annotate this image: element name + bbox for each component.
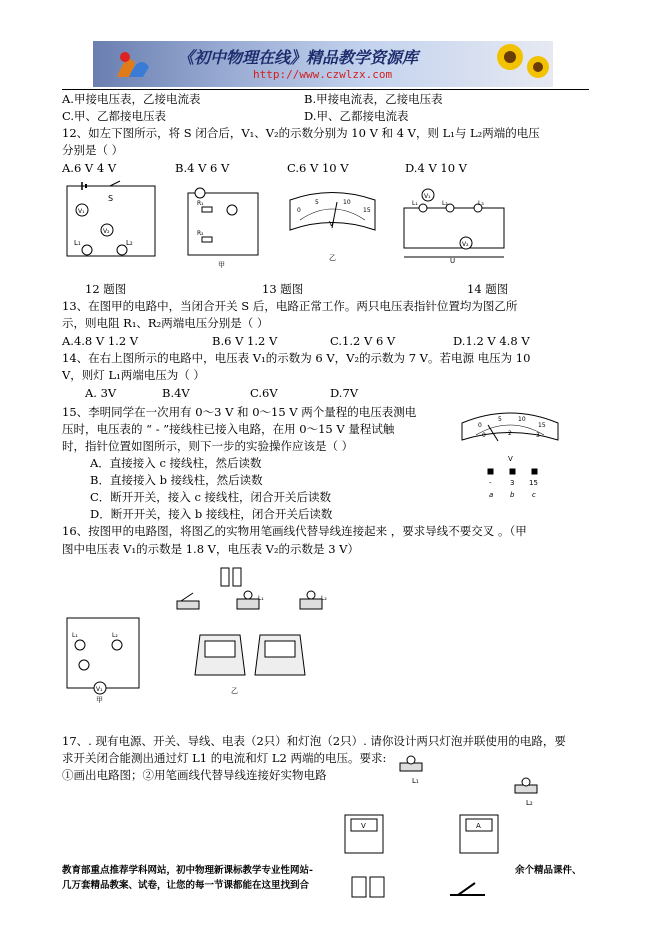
- q16-stem-2: 图中电压表 V₁的示数是 1.8 V，电压表 V₂的示数是 3 V）: [62, 542, 359, 556]
- r2-label: R₂: [197, 230, 204, 237]
- q11-option-b: B.甲接电流表，乙接电压表: [304, 92, 443, 106]
- jia-label-16: 甲: [96, 696, 103, 704]
- l1-label-16yi: L₁: [258, 595, 264, 602]
- q15-option-c: C．断开开关，接入 c 接线柱，闭合开关后读数: [90, 490, 332, 504]
- q14-option-d: D.7V: [330, 386, 359, 400]
- l2-label-16yi: L₂: [321, 595, 327, 602]
- header-banner: [93, 41, 553, 87]
- voltmeter-15-diagram: [458, 405, 563, 505]
- ammeter-a-label-17: A: [476, 822, 481, 830]
- l1-label-16: L₁: [72, 632, 78, 639]
- voltmeter-v-label-17: V: [361, 822, 366, 830]
- terminal-3: 3: [510, 479, 515, 487]
- svg-text:5: 5: [498, 416, 502, 423]
- l1-label-14: L₁: [412, 200, 418, 207]
- l2-label-14: L₂: [442, 200, 448, 207]
- q15-stem-2: 压时，电压表的 “ - ”接线柱已接入电路，在用 0～15 V 量程试触: [62, 422, 395, 436]
- terminal-15: 15: [529, 479, 538, 487]
- q12-option-c: C.6 V 10 V: [287, 161, 349, 175]
- q11-option-c: C.甲、乙都接电压表: [62, 109, 167, 123]
- jia-label-13: 甲: [218, 261, 225, 269]
- v1-label-14: V₁: [424, 193, 431, 200]
- l2-label-16: L₂: [112, 632, 118, 639]
- header-rule: [62, 89, 589, 90]
- q16-stem-1: 16、按图甲的电路图，将图乙的实物用笔画线代替导线连接起来 ，要求导线不要交叉 。（甲: [62, 524, 527, 538]
- r1-label: R₁: [197, 200, 204, 207]
- q15-stem-1: 15、李明同学在一次用有 0～3 V 和 0～15 V 两个量程的电压表测电: [62, 405, 417, 419]
- banner-url: http://www.czwlzx.com: [253, 68, 393, 81]
- q17-stem-2: 求开关闭合能测出通过灯 L1 的电流和灯 L2 两端的电压。要求:: [62, 751, 387, 765]
- banner-title: 《初中物理在线》精品教学资源库: [178, 48, 419, 67]
- circuit-16-jia: [62, 610, 147, 705]
- circuit-14-diagram: [398, 183, 508, 265]
- q17-stem-3: ①画出电路图；②用笔画线代替导线连接好实物电路: [62, 768, 327, 782]
- q14-option-c: C.6V: [250, 386, 278, 400]
- svg-text:0: 0: [478, 422, 482, 429]
- q15-option-a: A．直接接入 c 接线柱，然后读数: [90, 456, 262, 470]
- q11-option-d: D.甲、乙都接电流表: [304, 109, 409, 123]
- circuit-12-diagram: [62, 180, 162, 265]
- q13-option-b: B.6 V 1.2 V: [212, 334, 278, 348]
- voltmeter-13-diagram: [285, 190, 380, 265]
- l2-label-17: L₂: [526, 799, 533, 807]
- logo-icon: [113, 47, 153, 83]
- terminal-minus: -: [489, 479, 492, 487]
- svg-text:10: 10: [343, 199, 351, 206]
- svg-text:10: 10: [518, 416, 526, 423]
- terminal-c: c: [532, 491, 536, 499]
- q13-option-c: C.1.2 V 6 V: [330, 334, 396, 348]
- terminal-b: b: [510, 491, 515, 499]
- v2-label-14: V₂: [462, 241, 469, 248]
- l1-label: L₁: [74, 239, 81, 247]
- q14-stem-1: 14、在右上图所示的电路中，电压表 V₁的示数为 6 V，V₂的示数为 7 V。若电源 电压为 10: [62, 351, 531, 365]
- caption-13: 13 题图: [262, 282, 304, 296]
- q17-stem-1: 17、. 现有电源、开关、导线、电表（2只）和灯泡（2只）. 请你设计两只灯泡并联使用的电路，要: [62, 734, 566, 748]
- v2-label: V₂: [103, 228, 110, 235]
- q12-stem-1: 12、如左下图所示，将 S 闭合后，V₁、V₂的示数分别为 10 V 和 4 V，则 L₁与 L₂两端的电压: [62, 126, 540, 140]
- yi-label-16: 乙: [231, 687, 238, 695]
- apparatus-17: [340, 755, 570, 900]
- l3-label-14: L₃: [478, 200, 484, 207]
- svg-text:5: 5: [315, 199, 319, 206]
- meter-unit-15: V: [508, 455, 513, 463]
- svg-text:15: 15: [363, 207, 371, 214]
- l1-label-17: L₁: [412, 777, 419, 785]
- terminal-a: a: [489, 491, 494, 499]
- switch-label: S: [108, 194, 114, 203]
- circuit-13-diagram: [180, 185, 270, 270]
- q13-stem-1: 13、在图甲的电路中，当闭合开关 S 后，电路正常工作。两只电压表指针位置均为图乙所: [62, 299, 518, 313]
- q15-option-d: D．断开开关，接入 b 接线柱，闭合开关后读数: [90, 507, 333, 521]
- svg-text:3: 3: [536, 432, 540, 439]
- footer-line-1: 教育部重点推荐学科网站，初中物理新课标教学专业性网站-: [62, 865, 313, 876]
- q13-option-a: A.4.8 V 1.2 V: [62, 334, 139, 348]
- q12-option-a: A.6 V 4 V: [62, 161, 117, 175]
- svg-text:2: 2: [508, 430, 512, 437]
- q13-stem-2: 示，则电阻 R₁、R₂两端电压分别是（ ）: [62, 316, 269, 330]
- l2-label: L₂: [126, 239, 133, 247]
- footer-line-1-right: 余个精品课件、: [515, 865, 582, 876]
- yi-label-13: 乙: [329, 254, 336, 262]
- meter-v-label-13: V: [329, 220, 334, 228]
- q14-stem-2: V，则灯 L₁两端电压为（ ）: [62, 368, 205, 382]
- footer-line-2: 几万套精品教案、试卷，让您的每一节课都能在这里找到合: [62, 880, 310, 891]
- q14-option-b: B.4V: [162, 386, 190, 400]
- v1-label: V₁: [78, 208, 85, 215]
- v1-label-16: V₁: [96, 686, 103, 693]
- q12-option-b: B.4 V 6 V: [175, 161, 230, 175]
- q12-stem-2: 分别是（ ）: [62, 143, 124, 157]
- svg-text:0: 0: [482, 432, 486, 439]
- apparatus-16-yi: [165, 565, 345, 700]
- q11-option-a: A.甲接电压表，乙接电流表: [62, 92, 201, 106]
- sunflower-icon: [488, 41, 553, 87]
- svg-text:15: 15: [538, 422, 546, 429]
- u-label-14: U: [450, 257, 456, 265]
- svg-text:0: 0: [297, 207, 301, 214]
- caption-12: 12 题图: [85, 282, 127, 296]
- q15-option-b: B．直接接入 b 接线柱，然后读数: [90, 473, 263, 487]
- q15-stem-3: 时，指针位置如图所示，则下一步的实验操作应该是（ ）: [62, 439, 354, 453]
- caption-14: 14 题图: [467, 282, 509, 296]
- q12-option-d: D.4 V 10 V: [405, 161, 467, 175]
- q13-option-d: D.1.2 V 4.8 V: [453, 334, 530, 348]
- q14-option-a: A. 3V: [85, 386, 117, 400]
